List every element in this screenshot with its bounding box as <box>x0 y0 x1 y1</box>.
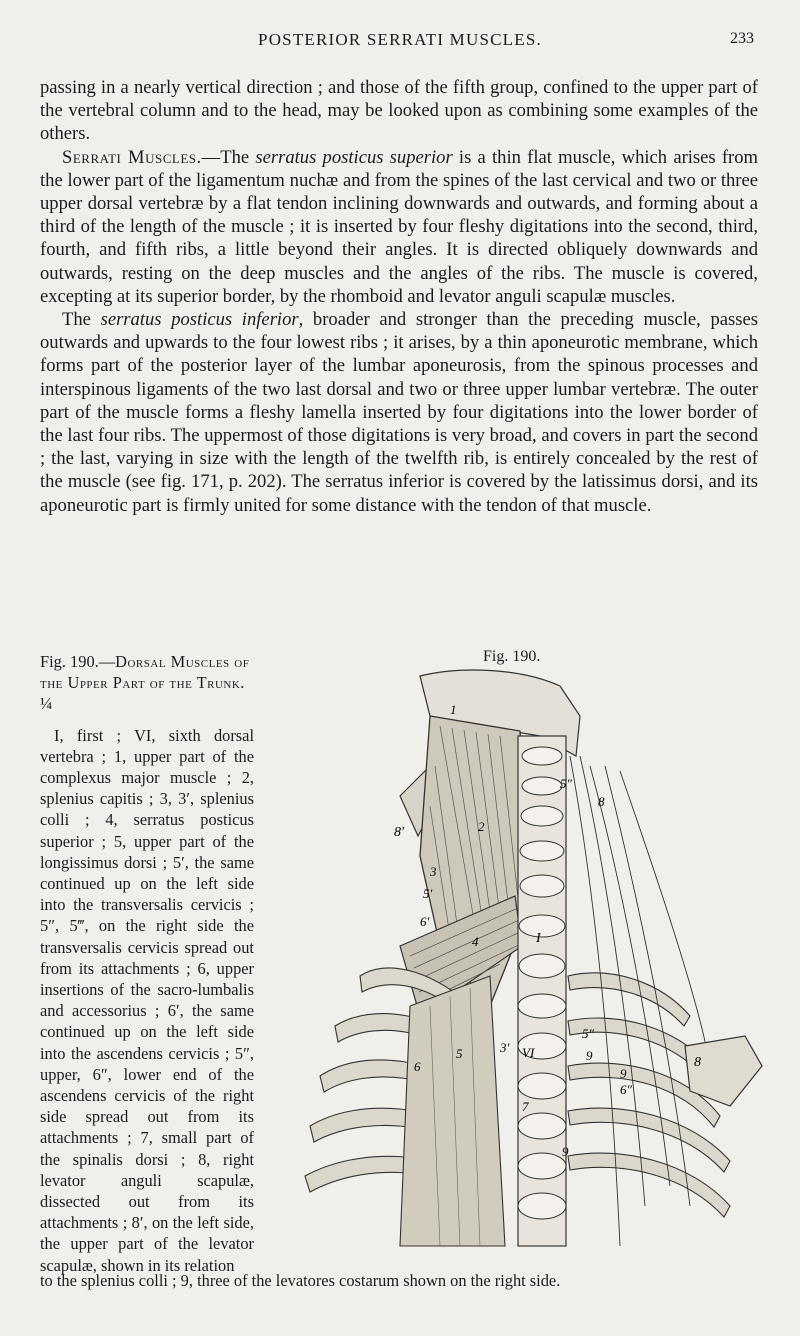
label-5pp-lower: 5″ <box>582 1026 594 1041</box>
label-5pp: 5″ <box>560 776 572 791</box>
paragraph-3-lead: The <box>62 309 101 331</box>
paragraph-1: passing in a nearly vertical direction ; and those of the fifth group, confined to the upper part of the vertebral column and to the head, may be looked upon as combining some examples of the others. <box>40 77 758 145</box>
label-5p: 5′ <box>423 886 433 901</box>
paragraph-3 <box>40 308 758 517</box>
label-6pp: 6″ <box>620 1082 632 1097</box>
label-4: 4 <box>472 934 479 949</box>
label-vertebra-I: I <box>536 931 541 946</box>
label-8p: 8′ <box>394 825 405 840</box>
anatomy-illustration <box>290 646 770 1250</box>
label-9b: 9 <box>620 1066 627 1081</box>
label-vertebra-VI: VI <box>522 1045 535 1060</box>
label-6: 6 <box>414 1059 421 1074</box>
caption-heading <box>40 651 254 715</box>
caption-tail: to the splenius colli ; 9, three of the levatores costarum shown on the right side. <box>40 1271 561 1290</box>
figure-label: Fig. 190. <box>483 648 541 665</box>
term-serratus-superior: serratus posticus superior <box>255 146 453 168</box>
figure-caption <box>40 651 254 1276</box>
label-3p: 3′ <box>500 1040 510 1055</box>
caption-body: I, first ; VI, sixth dorsal vertebra ; 1, upper part of the complexus major muscle ; 2, splenius capitis ; 3, 3′, splenius colli ; 4, serratus posticus superior ; 5, upper part of the longissimus dorsi ; 5′, the same continued up on the left side into the transversalis cervicis ; 5″, 5‴, on the right side the transversalis cervicis spread out from its attachments ; 6, upper insertions of the sacro-lumbalis and accessorius ; 6′, the same continued up on the left side into the ascendens cervicis ; 5″, upper, 6″, lower end of the ascendens cervicis of the right side spread out from its attachments ; 7, small part of the spinalis dorsi ; 8, right levator anguli scapulæ, dissected out from its attachments ; 8′, on the left side, the upper part of the levator scapulæ, shown in its relation <box>40 725 254 1275</box>
label-2: 2 <box>478 819 485 834</box>
section-heading: Serrati Muscles. <box>62 146 202 168</box>
label-1: 1 <box>450 702 457 717</box>
body-text <box>40 76 758 517</box>
label-7: 7 <box>522 1099 529 1114</box>
caption-scale: ¼ <box>40 694 53 714</box>
running-title: POSTERIOR SERRATI MUSCLES. <box>258 30 542 49</box>
page-number: 233 <box>730 30 754 47</box>
paragraph-2 <box>40 146 758 308</box>
label-9a: 9 <box>586 1048 593 1063</box>
term-serratus-inferior: serratus posticus inferior <box>100 309 299 331</box>
caption-prefix: Fig. 190.— <box>40 652 116 671</box>
label-8-upper: 8 <box>598 794 605 809</box>
label-6p: 6′ <box>420 914 430 929</box>
paragraph-2-dash: —The <box>201 146 256 168</box>
label-3: 3 <box>430 864 437 879</box>
label-9c: 9 <box>562 1144 569 1159</box>
paragraph-3-text: , broader and stronger than the preceding muscle, passes outwards and upwards to the four lowest ribs ; it arises, by a thin aponeurotic membrane, which forms part of the posterior layer of the lumbar aponeurosis, from the spinous processes and interspinous ligaments of the two last dorsal and two or three upper lumbar vertebræ. The outer part of the muscle forms a fleshy lamella inserted by four digitations into the lower border of the last four ribs. The uppermost of those digitations is very broad, and covers in part the second ; the last, varying in size with the length of the twelfth rib, is entirely concealed by the rest of the muscle (see fig. 171, p. 202). The serratus inferior is covered by the latissimus dorsi, and its aponeurotic part is firmly united for some distance with the tendon of that muscle. <box>40 309 758 516</box>
label-5: 5 <box>456 1046 463 1061</box>
label-8-right: 8 <box>694 1055 701 1070</box>
running-head <box>0 30 800 60</box>
caption-title: Dorsal Muscles of the Upper Part of the Trunk. <box>40 652 250 693</box>
paragraph-2-text: is a thin flat muscle, which arises from the lower part of the ligamentum nuchæ and from the spines of the last cervical and two or three upper dorsal vertebræ by a flat tendon inclining downwards and outwards, and forming about a third of the length of the muscle ; it is inserted by four fleshy digitations into the second, third, fourth, and fifth ribs, a little beyond their angles. It is directed obliquely downwards and outwards, resting on the deep muscles and the angles of the ribs. The muscle is covered, excepting at its superior border, by the rhomboid and levator anguli scapulæ muscles. <box>40 146 759 307</box>
